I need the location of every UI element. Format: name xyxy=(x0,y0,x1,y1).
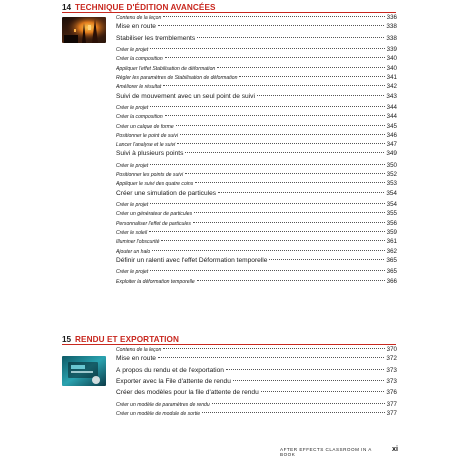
toc-entry-title: Créer le projet xyxy=(116,202,149,209)
toc-section-entry xyxy=(116,355,397,366)
toc-page-number: 372 xyxy=(386,355,397,363)
toc-subsection-entry xyxy=(116,346,397,355)
toc-section-entry xyxy=(116,23,397,34)
toc-subsection-entry xyxy=(116,180,397,189)
toc-page-number: 344 xyxy=(386,103,397,111)
toc-page-number: 340 xyxy=(386,64,397,72)
toc-subsection-entry xyxy=(116,238,397,247)
toc-dot-leader xyxy=(152,250,384,251)
toc-entry-title: Positionner les points de suivi xyxy=(116,172,184,179)
toc-dot-leader xyxy=(165,115,385,116)
toc-dot-leader xyxy=(161,240,384,241)
footer-book-title: AFTER EFFECTS CLASSROOM IN A BOOK xyxy=(280,447,372,457)
toc-subsection-entry xyxy=(116,132,397,141)
chapter-title: TECHNIQUE D'ÉDITION AVANCÉES xyxy=(75,3,216,12)
toc-entry-title: Ajouter un halo xyxy=(116,248,151,255)
toc-subsection-entry xyxy=(116,104,397,113)
chapter-14-heading xyxy=(62,0,216,12)
toc-dot-leader xyxy=(149,231,385,232)
toc-page-number: 353 xyxy=(386,180,397,188)
toc-dot-leader xyxy=(261,391,385,392)
toc-section-entry xyxy=(116,257,397,268)
toc-entry-title: Créer le projet xyxy=(116,47,149,54)
toc-page-number: 345 xyxy=(386,122,397,130)
toc-entry-title: Suivi à plusieurs points xyxy=(116,150,184,158)
toc-entry-title: Stabiliser les tremblements xyxy=(116,34,196,42)
toc-page-number: 365 xyxy=(386,268,397,276)
toc-entry-title: Illuminer l'obscurité xyxy=(116,239,160,246)
toc-dot-leader xyxy=(193,222,385,223)
toc-dot-leader xyxy=(197,280,385,281)
toc-page-number: 346 xyxy=(386,131,397,139)
toc-page-number: 350 xyxy=(386,161,397,169)
toc-subsection-entry xyxy=(116,162,397,171)
cathedral-thumbnail-image xyxy=(62,17,106,43)
toc-subsection-entry xyxy=(116,401,397,410)
toc-page-number: 355 xyxy=(386,210,397,218)
toc-dot-leader xyxy=(158,357,384,358)
chapter-14-toc xyxy=(116,14,397,287)
toc-page-number: 341 xyxy=(386,73,397,81)
toc-page-number: 366 xyxy=(386,277,397,285)
toc-page-number: 359 xyxy=(386,229,397,236)
footer-page-number: xi xyxy=(392,444,398,453)
chapter-15-toc xyxy=(116,346,397,419)
toc-page-number: 347 xyxy=(386,141,397,149)
toc-page-number: 340 xyxy=(386,55,397,63)
toc-page-number: 349 xyxy=(386,150,397,158)
toc-dot-leader xyxy=(150,164,384,165)
toc-page-number: 373 xyxy=(386,378,397,386)
toc-dot-leader xyxy=(226,369,384,370)
toc-entry-title: Mise en route xyxy=(116,23,156,31)
toc-page-number: 352 xyxy=(386,171,397,179)
toc-entry-title: Mise en route xyxy=(116,355,156,363)
toc-entry-title: Créer le projet xyxy=(116,104,149,111)
toc-entry-title: À propos du rendu et de l'exportation xyxy=(116,366,224,374)
toc-page-number: 339 xyxy=(386,46,397,54)
toc-entry-title: Améliorer le résultat xyxy=(116,84,162,91)
chapter-14-thumbnail xyxy=(62,17,106,43)
toc-page-number: 377 xyxy=(386,410,397,418)
toc-entry-title: Exploiter la déformation temporelle xyxy=(116,278,195,285)
toc-dot-leader xyxy=(269,259,384,260)
toc-entry-title: Régler les paramètres de Stabilisation de déformation xyxy=(116,74,238,81)
toc-subsection-entry xyxy=(116,229,397,238)
toc-subsection-entry xyxy=(116,113,397,122)
toc-dot-leader xyxy=(197,37,384,38)
toc-subsection-entry xyxy=(116,83,397,92)
toc-page-number: 343 xyxy=(386,92,397,100)
toc-dot-leader xyxy=(239,76,384,77)
toc-dot-leader xyxy=(163,348,384,349)
toc-entry-title: Contenu de la leçon xyxy=(116,15,162,21)
toc-entry-title: Créer la composition xyxy=(116,114,163,121)
chapter-title: RENDU ET EXPORTATION xyxy=(75,335,180,344)
toc-subsection-entry xyxy=(116,410,397,419)
toc-subsection-entry xyxy=(116,65,397,74)
chapter-15-thumbnail xyxy=(62,356,106,386)
toc-dot-leader xyxy=(158,25,384,26)
toc-entry-title: Créer un modèle de paramètres de rendu xyxy=(116,401,210,408)
toc-section-entry xyxy=(116,35,397,46)
toc-subsection-entry xyxy=(116,248,397,257)
toc-dot-leader xyxy=(212,403,385,404)
toc-subsection-entry xyxy=(116,220,397,229)
toc-entry-title: Positionner le point de suivi xyxy=(116,132,179,139)
toc-dot-leader xyxy=(150,203,384,204)
chapter-number: 15 xyxy=(62,335,72,344)
toc-page-number: 376 xyxy=(386,389,397,397)
chapter-15-heading xyxy=(62,332,179,344)
toc-entry-title: Créer le soleil xyxy=(116,230,148,236)
toc-dot-leader xyxy=(185,173,385,174)
toc-subsection-entry xyxy=(116,74,397,83)
toc-page-number: 370 xyxy=(386,346,397,353)
toc-entry-title: Définir un ralenti avec l'effet Déformation temporelle xyxy=(116,256,268,264)
toc-dot-leader xyxy=(233,380,384,381)
toc-entry-title: Contenu de la leçon xyxy=(116,347,162,353)
toc-section-entry xyxy=(116,367,397,378)
chapter-number: 14 xyxy=(62,3,72,12)
toc-page-number: 354 xyxy=(386,189,397,197)
toc-page-number: 344 xyxy=(386,113,397,121)
toc-page-number: 362 xyxy=(386,247,397,255)
toc-page-number: 336 xyxy=(386,14,397,21)
toc-dot-leader xyxy=(180,134,385,135)
toc-entry-title: Créer un calque de forme xyxy=(116,123,174,130)
chapter-15-rule xyxy=(62,344,396,345)
render-thumbnail-image xyxy=(62,356,106,386)
toc-dot-leader xyxy=(150,106,384,107)
toc-subsection-entry xyxy=(116,55,397,64)
toc-subsection-entry xyxy=(116,210,397,219)
toc-page-number: 361 xyxy=(386,238,397,246)
toc-dot-leader xyxy=(150,270,384,271)
toc-dot-leader xyxy=(217,67,384,68)
toc-entry-title: Créer des modèles pour la file d'attente de rendu xyxy=(116,389,259,397)
toc-page-number: 377 xyxy=(386,400,397,408)
toc-entry-title: Créer le projet xyxy=(116,162,149,169)
toc-entry-title: Appliquer le suivi des quatre coins xyxy=(116,181,194,188)
toc-page-number: 354 xyxy=(386,201,397,209)
toc-entry-title: Exporter avec la File d'attente de rendu xyxy=(116,378,231,386)
toc-entry-title: Lancer l'analyse et le suivi xyxy=(116,142,176,149)
toc-page-number: 342 xyxy=(386,83,397,91)
toc-section-entry xyxy=(116,93,397,104)
toc-page-number: 365 xyxy=(386,256,397,264)
toc-dot-leader xyxy=(163,16,384,17)
toc-subsection-entry xyxy=(116,46,397,55)
toc-entry-title: Suivi de mouvement avec un seul point de suivi xyxy=(116,92,255,100)
toc-section-entry xyxy=(116,150,397,161)
toc-entry-title: Créer une simulation de particules xyxy=(116,189,217,197)
toc-subsection-entry xyxy=(116,123,397,132)
chapter-14-rule xyxy=(62,12,396,13)
toc-subsection-entry xyxy=(116,141,397,150)
toc-page-number: 338 xyxy=(386,23,397,31)
toc-entry-title: Personnaliser l'effet de particules xyxy=(116,220,191,227)
toc-section-entry xyxy=(116,378,397,389)
toc-dot-leader xyxy=(194,212,385,213)
toc-subsection-entry xyxy=(116,268,397,277)
toc-dot-leader xyxy=(165,57,385,58)
toc-page-number: 356 xyxy=(386,219,397,227)
toc-dot-leader xyxy=(257,95,384,96)
toc-dot-leader xyxy=(185,152,384,153)
toc-dot-leader xyxy=(218,192,384,193)
toc-subsection-entry xyxy=(116,201,397,210)
toc-dot-leader xyxy=(195,182,384,183)
toc-section-entry xyxy=(116,389,397,400)
toc-dot-leader xyxy=(163,85,384,86)
toc-entry-title: Créer un modèle de module de sortie xyxy=(116,411,201,418)
toc-entry-title: Créer la composition xyxy=(116,56,163,63)
toc-subsection-entry xyxy=(116,14,397,23)
toc-subsection-entry xyxy=(116,171,397,180)
toc-entry-title: Créer le projet xyxy=(116,269,149,276)
toc-section-entry xyxy=(116,190,397,201)
toc-page-number: 338 xyxy=(386,34,397,42)
page-footer xyxy=(280,444,398,457)
toc-dot-leader xyxy=(150,48,384,49)
toc-entry-title: Appliquer l'effet Stabilisation de déformation xyxy=(116,65,216,72)
toc-subsection-entry xyxy=(116,278,397,287)
toc-page-number: 373 xyxy=(386,366,397,374)
toc-entry-title: Créer un générateur de particules xyxy=(116,211,193,218)
toc-dot-leader xyxy=(202,412,385,413)
toc-dot-leader xyxy=(176,125,385,126)
toc-dot-leader xyxy=(177,143,384,144)
